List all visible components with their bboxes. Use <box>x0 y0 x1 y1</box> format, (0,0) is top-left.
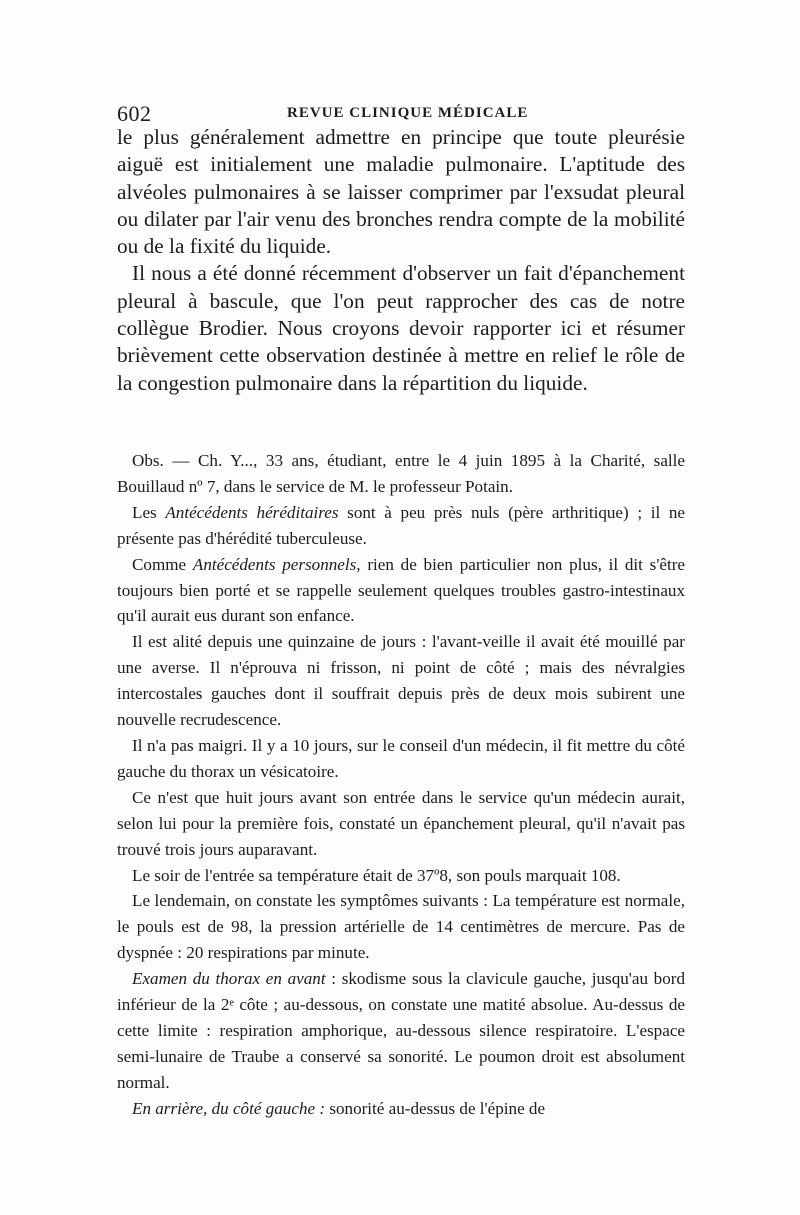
personal-history-paragraph <box>117 552 685 630</box>
intro-text <box>117 124 685 397</box>
intro-paragraph-2: Il nous a été donné récemment d'observer un fait d'épanchement pleural à bascule, que l'on peut rapprocher des cas de notre collègue Brodier. Nous croyons devoir rapporter ici et résumer brièvement cette observation destinée à mettre en relief le rôle de la congestion pulmonaire dans la répartition du liquide. <box>117 261 685 395</box>
hereditary-history-label: Antécédents héréditaires <box>165 502 339 522</box>
hereditary-history-text: sont à peu près nuls (père arthritique) ; il ne présente pas d'hérédité tuberculeuse. <box>117 502 685 548</box>
admission-vitals-paragraph: Le soir de l'entrée sa température était de 37º8, son pouls marquait 108. <box>132 865 621 885</box>
posterior-exam-paragraph <box>117 1096 685 1122</box>
personal-history-label: Antécédents personnels, <box>192 554 361 574</box>
next-day-paragraph: Le lendemain, on constate les symptômes suivants : La température est normale, le pouls est de 98, la pression artérielle de 14 centimètres de mercure. Pas de dyspnée : 20 respirations par minute. <box>117 891 685 963</box>
page-number: 602 <box>117 101 152 126</box>
running-head <box>117 101 687 125</box>
hereditary-prefix: Les <box>132 502 166 522</box>
journal-title: REVUE CLINIQUE MÉDICALE <box>287 105 529 121</box>
hereditary-history-paragraph <box>117 500 685 552</box>
intro-paragraph-1: le plus généralement admettre en principe que toute pleurésie aiguë est initialement une maladie pulmonaire. L'aptitude des alvéoles pulmonaires à se laisser comprimer par l'exsudat pleural ou dilater par l'air venu des bronches rendra compte de la mobilité ou de la fixité du liquide. <box>117 125 685 259</box>
personal-history-text: rien de bien particulier non plus, il dit s'être toujours bien porté et se rappelle seulement quelques troubles gastro-intestinaux qu'il aurait eus durant son enfance. <box>117 554 686 626</box>
observation-heading-paragraph: Obs. — Ch. Y..., 33 ans, étudiant, entre le 4 juin 1895 à la Charité, salle Bouillaud nº 7, dans le service de M. le professeur Potain. <box>117 451 685 496</box>
posterior-exam-label: En arrière, du côté gauche : <box>132 1098 326 1118</box>
observation-block <box>117 448 685 1122</box>
onset-paragraph: Il est alité depuis une quinzaine de jours : l'avant-veille il avait été mouillé par une averse. Il n'éprouva ni frisson, ni point de côté ; mais des névralgies intercostales gauches dont il souffrait depuis près de deux mois subirent une nouvelle recrudescence. <box>117 632 685 730</box>
anterior-exam-paragraph <box>117 966 685 1096</box>
diagnosis-paragraph: Ce n'est que huit jours avant son entrée dans le service qu'un médecin aurait, selon lui pour la première fois, constaté un épanchement pleural, qu'il n'avait pas trouvé trois jours auparavant. <box>117 787 685 859</box>
weight-paragraph: Il n'a pas maigri. Il y a 10 jours, sur le conseil d'un médecin, il fit mettre du côté gauche du thorax un vésicatoire. <box>117 735 685 781</box>
personal-prefix: Comme <box>132 554 193 574</box>
anterior-exam-label: Examen du thorax en avant <box>132 969 326 989</box>
posterior-exam-text: sonorité au-dessus de l'épine de <box>325 1098 546 1118</box>
anterior-exam-text: : skodisme sous la clavicule gauche, jusqu'au bord inférieur de la 2ᵉ côte ; au-dessous, on constate une matité absolue. Au-dessus de cette limite : respiration amphorique, au-dessous silence respiratoire. L'espace semi-lunaire de Traube a conservé sa sonorité. Le poumon droit est absolument normal. <box>117 969 686 1092</box>
